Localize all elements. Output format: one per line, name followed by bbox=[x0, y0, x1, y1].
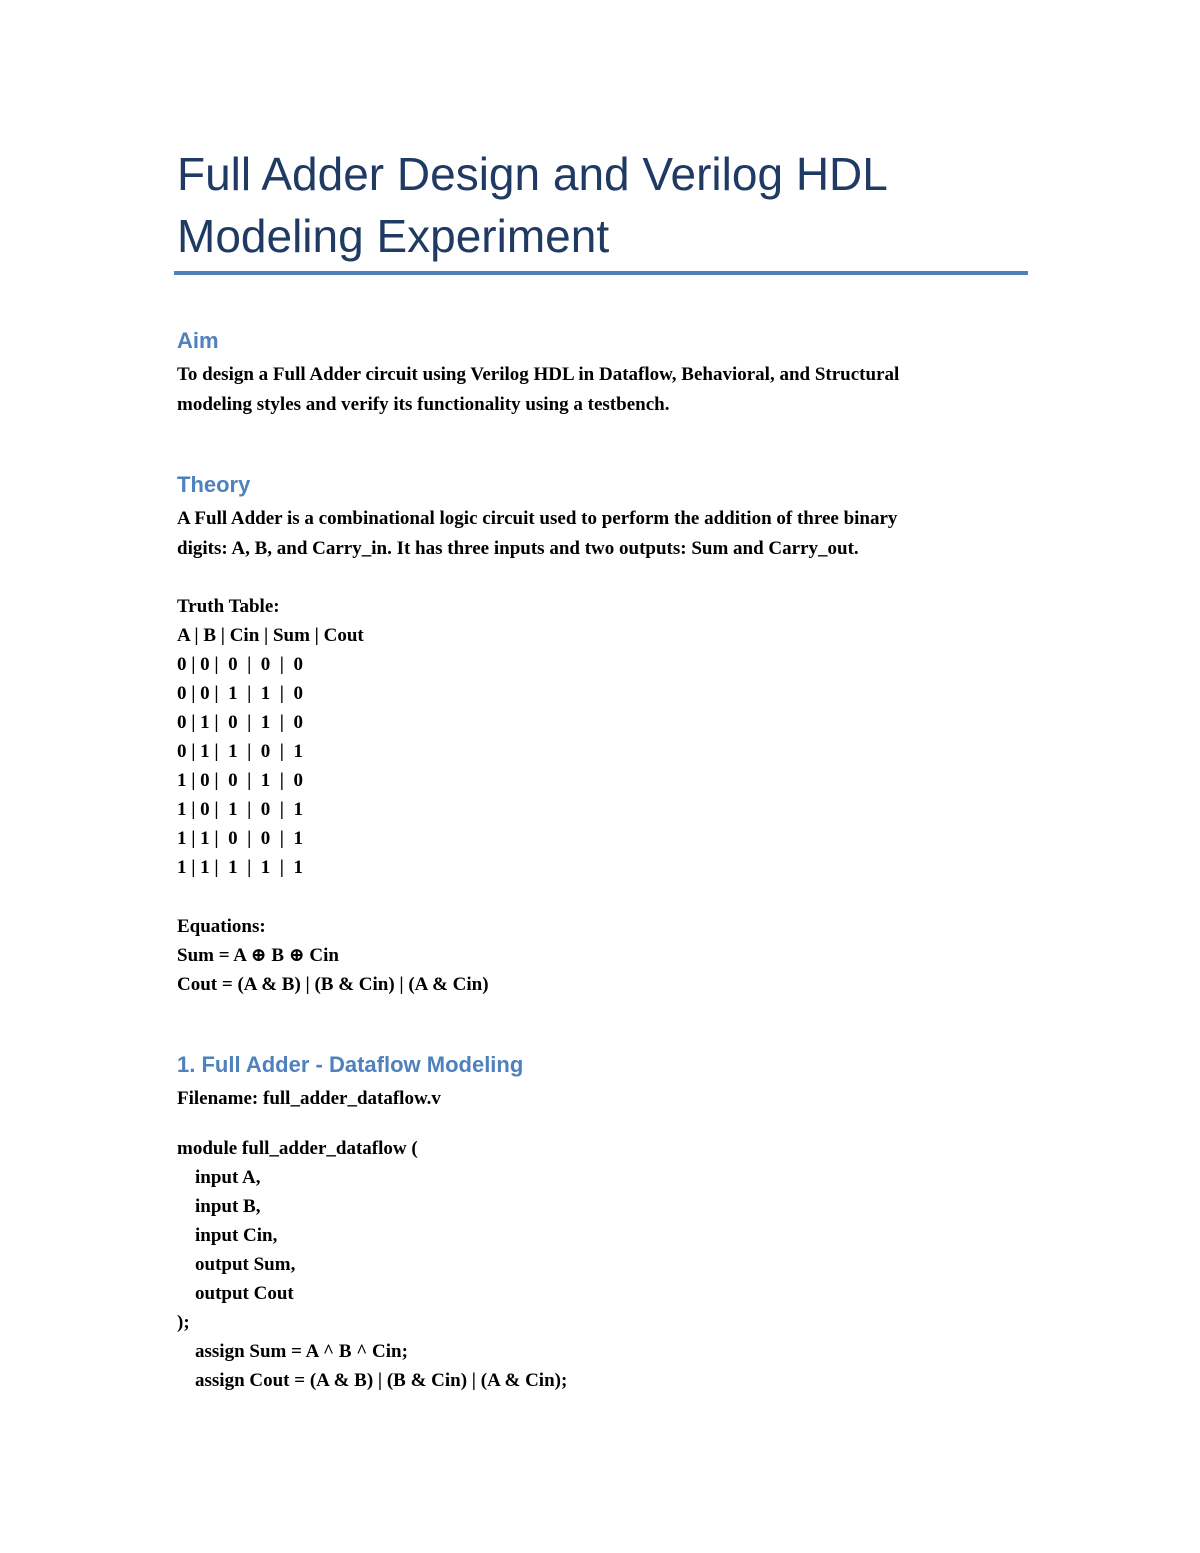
truth-table-header: A | B | Cin | Sum | Cout bbox=[177, 625, 364, 646]
truth-table-row: 1 | 1 | 1 | 1 | 1 bbox=[177, 857, 303, 878]
dataflow-heading: 1. Full Adder - Dataflow Modeling bbox=[177, 1052, 524, 1077]
code-line: output Cout bbox=[195, 1283, 294, 1304]
truth-table-row: 0 | 0 | 0 | 0 | 0 bbox=[177, 654, 303, 675]
document-title bbox=[177, 143, 1037, 267]
code-line: module full_adder_dataflow ( bbox=[177, 1138, 418, 1159]
code-line: assign Sum = A ^ B ^ Cin; bbox=[195, 1341, 408, 1362]
equation-cout: Cout = (A & B) | (B & Cin) | (A & Cin) bbox=[177, 974, 489, 995]
truth-table-row: 1 | 0 | 0 | 1 | 0 bbox=[177, 770, 303, 791]
equations-label: Equations: bbox=[177, 916, 266, 937]
dataflow-filename: Filename: full_adder_dataflow.v bbox=[177, 1088, 441, 1109]
equation-sum: Sum = A ⊕ B ⊕ Cin bbox=[177, 945, 339, 966]
code-line: input B, bbox=[195, 1196, 261, 1217]
theory-heading: Theory bbox=[177, 472, 251, 497]
title-underline bbox=[174, 271, 1028, 275]
truth-table-row: 0 | 0 | 1 | 1 | 0 bbox=[177, 683, 303, 704]
aim-heading: Aim bbox=[177, 328, 219, 353]
truth-table-label: Truth Table: bbox=[177, 596, 280, 617]
code-line: assign Cout = (A & B) | (B & Cin) | (A & Cin); bbox=[195, 1370, 568, 1391]
aim-paragraph bbox=[177, 360, 1007, 419]
truth-table-row: 1 | 1 | 0 | 0 | 1 bbox=[177, 828, 303, 849]
truth-table-row: 0 | 1 | 1 | 0 | 1 bbox=[177, 741, 303, 762]
truth-table-row: 0 | 1 | 0 | 1 | 0 bbox=[177, 712, 303, 733]
aim-line-2: modeling styles and verify its functionality using a testbench. bbox=[177, 393, 670, 415]
aim-line-1: To design a Full Adder circuit using Verilog HDL in Dataflow, Behavioral, and Structural bbox=[177, 364, 900, 385]
theory-line-2: digits: A, B, and Carry_in. It has three inputs and two outputs: Sum and Carry_out. bbox=[177, 537, 859, 559]
theory-paragraph bbox=[177, 504, 1007, 563]
code-line: input Cin, bbox=[195, 1225, 278, 1246]
document-title-line-2: Modeling Experiment bbox=[177, 210, 610, 262]
code-line: input A, bbox=[195, 1167, 261, 1188]
code-line: ); bbox=[177, 1312, 190, 1333]
document-title-line-1: Full Adder Design and Verilog HDL bbox=[177, 148, 888, 200]
code-line: output Sum, bbox=[195, 1254, 296, 1275]
truth-table-row: 1 | 0 | 1 | 0 | 1 bbox=[177, 799, 303, 820]
theory-line-1: A Full Adder is a combinational logic circuit used to perform the addition of three binary bbox=[177, 508, 898, 529]
